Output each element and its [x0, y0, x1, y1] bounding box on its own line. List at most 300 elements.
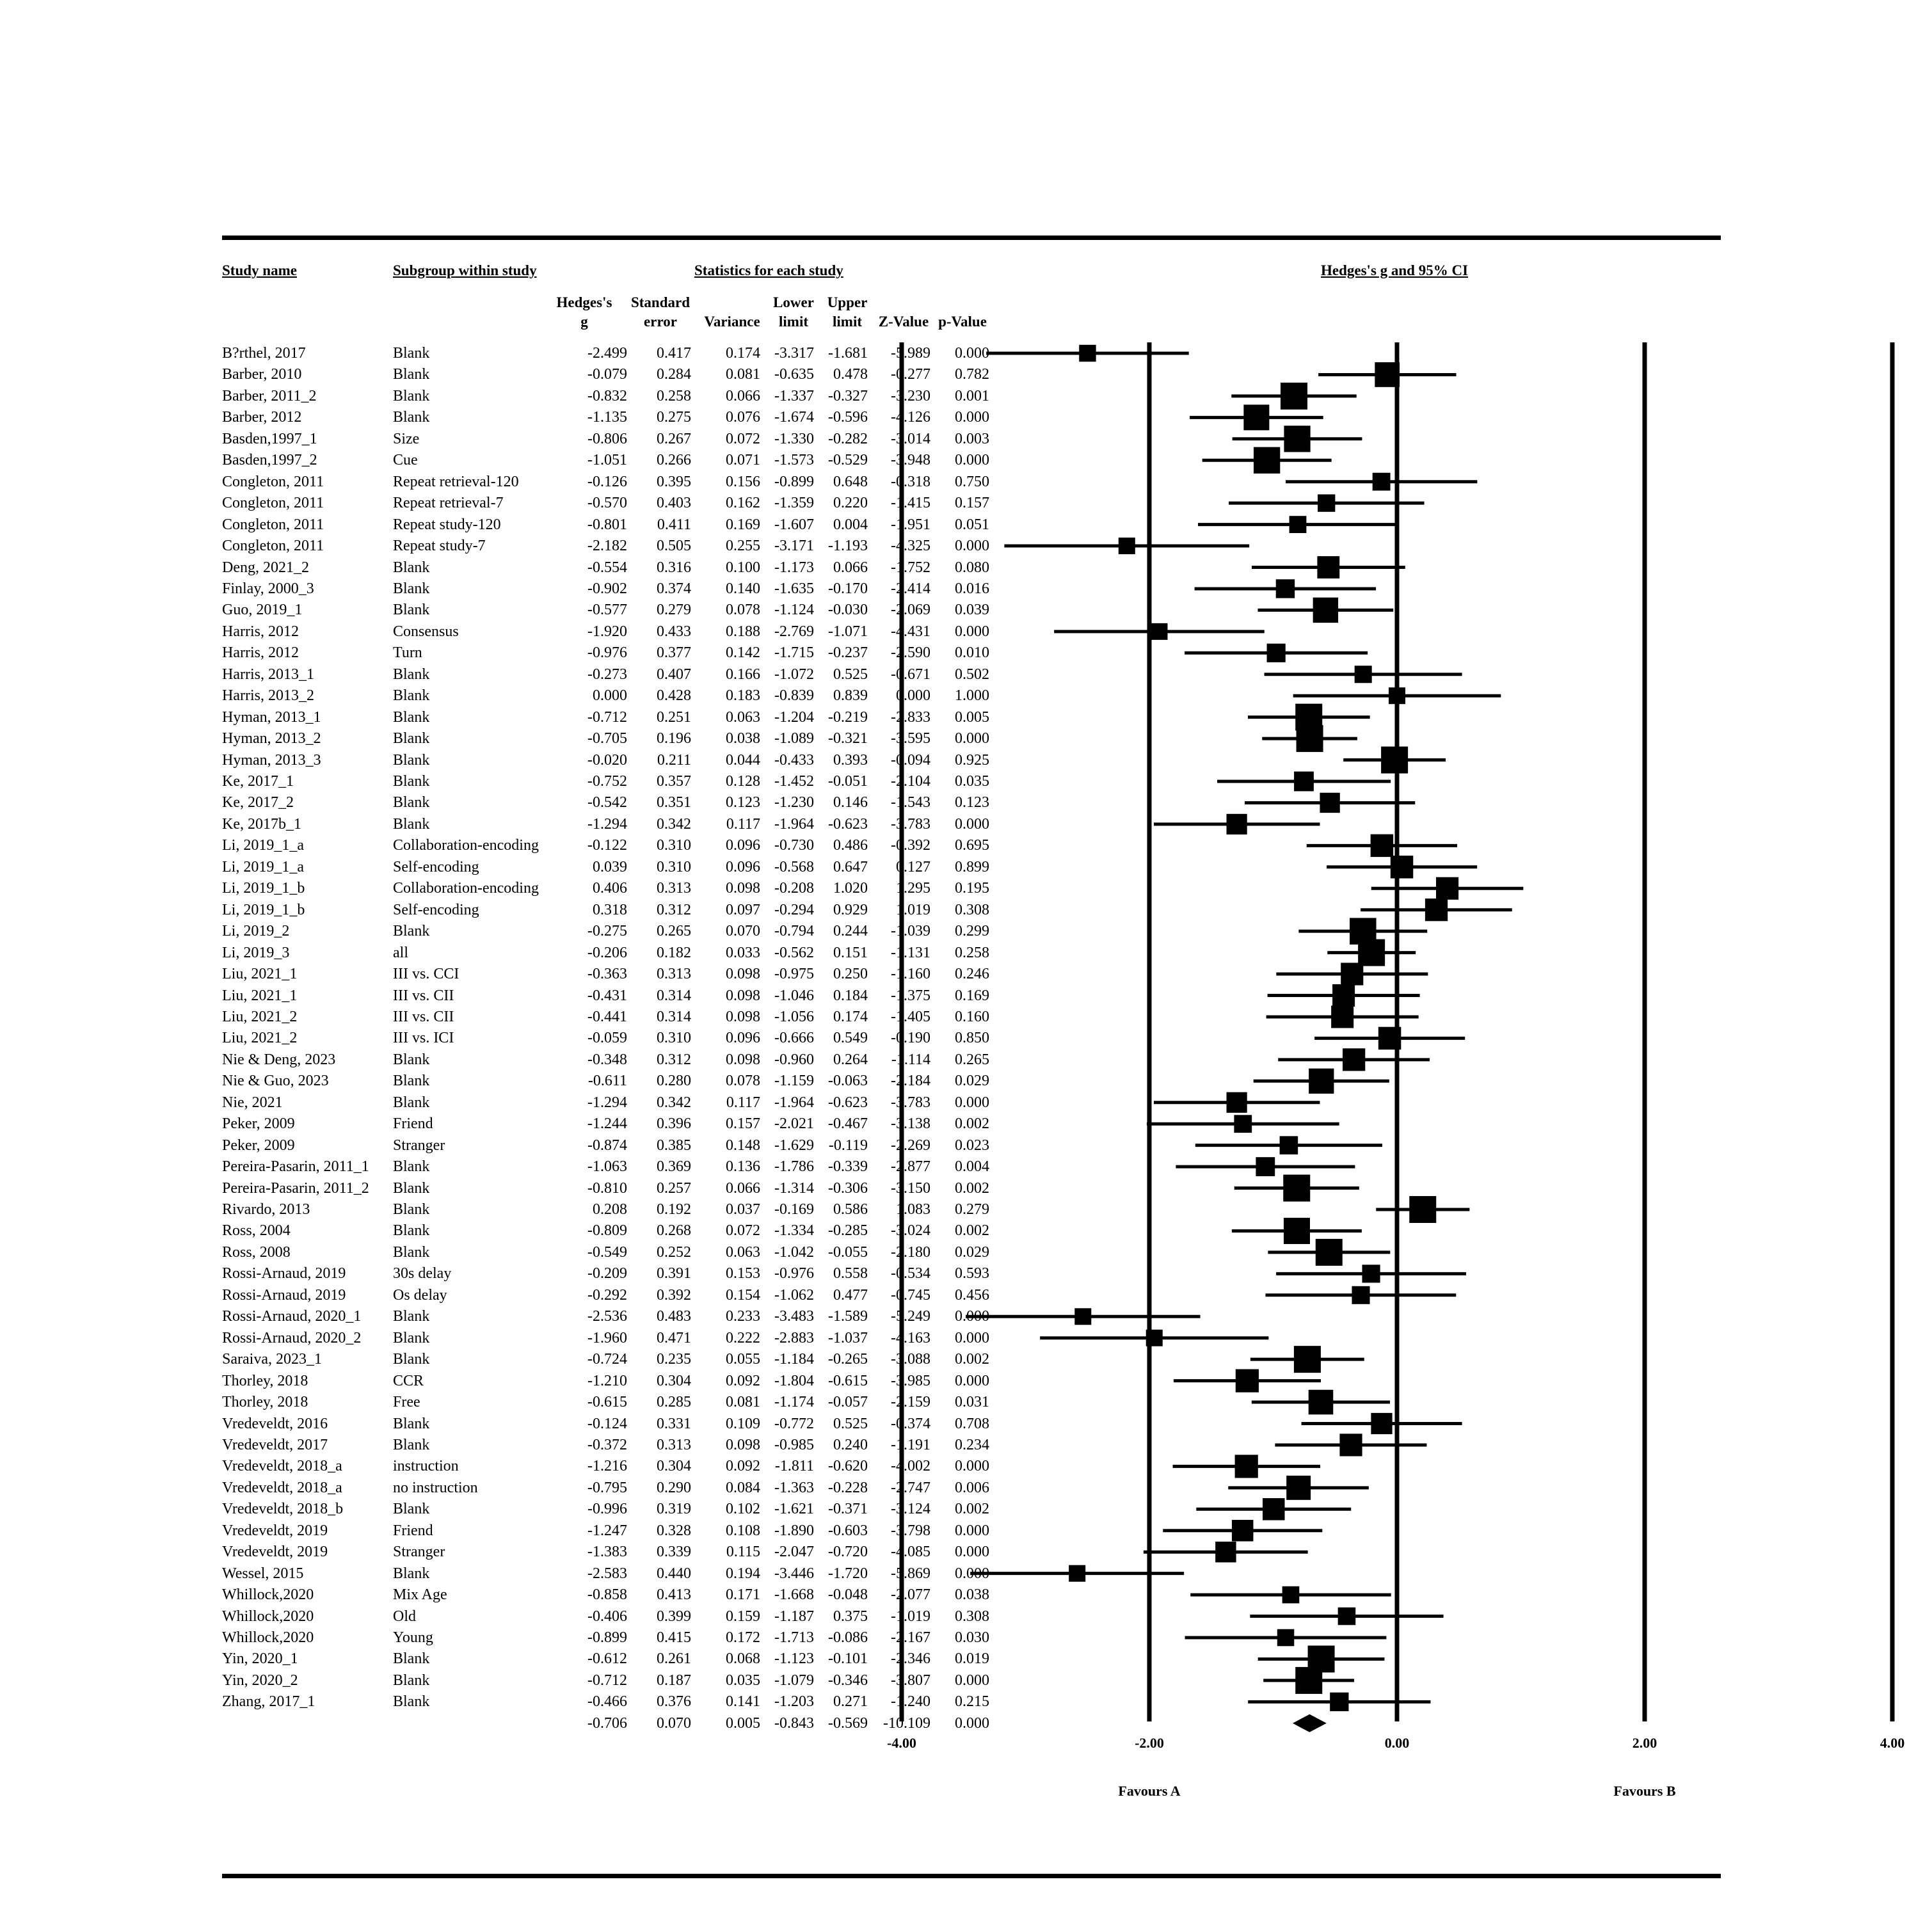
- study-name: Vredeveldt, 2017: [222, 1436, 328, 1453]
- cell-upper: -0.603: [828, 1522, 868, 1539]
- cell-se: 0.182: [657, 944, 691, 961]
- subgroup-name: Blank: [393, 751, 430, 769]
- cell-p: 0.000: [955, 1714, 989, 1732]
- cell-g: -0.712: [587, 1672, 627, 1689]
- cell-g: -0.712: [587, 708, 627, 726]
- study-name: Hyman, 2013_2: [222, 730, 321, 747]
- study-name: Hyman, 2013_3: [222, 751, 321, 769]
- cell-upper: 0.184: [833, 987, 868, 1004]
- cell-z: -1.405: [891, 1008, 930, 1025]
- effect-box: [1267, 644, 1286, 662]
- cell-lower: -1.804: [774, 1372, 814, 1389]
- cell-p: 0.000: [955, 345, 989, 362]
- cell-z: -2.104: [891, 773, 930, 790]
- col-header-z-value: Z-Value: [878, 314, 929, 330]
- cell-var: 0.066: [726, 387, 760, 404]
- study-name: Ke, 2017_2: [222, 794, 294, 811]
- cell-var: 0.222: [726, 1329, 760, 1346]
- study-name: Thorley, 2018: [222, 1394, 308, 1411]
- subgroup-name: Collaboration-encoding: [393, 837, 539, 854]
- subgroup-name: Blank: [393, 1650, 430, 1668]
- cell-p: 0.279: [955, 1201, 989, 1218]
- cell-se: 0.266: [657, 452, 691, 469]
- cell-p: 0.080: [955, 559, 989, 576]
- cell-se: 0.417: [657, 345, 691, 362]
- cell-g: -0.976: [587, 644, 627, 662]
- cell-z: -3.124: [891, 1501, 930, 1518]
- cell-g: -0.126: [587, 473, 627, 490]
- cell-var: 0.140: [726, 580, 760, 597]
- effect-box: [1289, 516, 1307, 533]
- study-name: Rossi-Arnaud, 2020_1: [222, 1308, 362, 1325]
- cell-lower: -3.171: [774, 538, 814, 555]
- cell-se: 0.313: [657, 966, 691, 983]
- cell-z: -2.180: [891, 1243, 930, 1261]
- cell-se: 0.284: [657, 366, 691, 383]
- cell-var: 0.128: [726, 773, 760, 790]
- cell-se: 0.357: [657, 773, 691, 790]
- subgroup-name: Blank: [393, 1565, 430, 1582]
- study-name: Ross, 2008: [222, 1243, 291, 1261]
- study-name: Li, 2019_1_a: [222, 837, 304, 854]
- effect-box: [1352, 1286, 1369, 1304]
- effect-box: [1338, 1608, 1356, 1625]
- cell-g: -0.874: [587, 1137, 627, 1154]
- cell-lower: -1.811: [774, 1458, 814, 1475]
- study-name: Li, 2019_1_a: [222, 858, 304, 875]
- cell-se: 0.257: [657, 1179, 691, 1197]
- cell-se: 0.411: [657, 516, 691, 533]
- col-header-p-value: p-Value: [938, 314, 987, 330]
- subgroup-name: Blank: [393, 409, 430, 426]
- x-tick-label: -4.00: [887, 1735, 916, 1751]
- subgroup-name: Blank: [393, 687, 430, 705]
- subgroup-name: Blank: [393, 1672, 430, 1689]
- cell-g: -0.752: [587, 773, 627, 790]
- cell-lower: -0.985: [774, 1436, 814, 1453]
- favours-a-label: Favours A: [1118, 1783, 1181, 1799]
- cell-z: -2.069: [891, 602, 930, 619]
- cell-g: -0.059: [587, 1030, 627, 1047]
- x-tick-label: -2.00: [1135, 1735, 1164, 1751]
- cell-var: 0.154: [726, 1286, 760, 1304]
- cell-se: 0.433: [657, 623, 691, 640]
- study-name: Liu, 2021_1: [222, 987, 298, 1004]
- effect-box: [1284, 1218, 1310, 1244]
- cell-lower: -0.208: [774, 880, 814, 897]
- study-name: Liu, 2021_1: [222, 966, 298, 983]
- header-study-name: Study name: [222, 262, 297, 278]
- study-name: Li, 2019_2: [222, 923, 290, 940]
- cell-lower: -1.713: [774, 1629, 814, 1646]
- cell-var: 0.063: [726, 708, 760, 726]
- cell-p: 0.029: [955, 1243, 989, 1261]
- cell-upper: -1.193: [828, 538, 868, 555]
- study-name: Thorley, 2018: [222, 1372, 308, 1389]
- study-name: Basden,1997_1: [222, 430, 317, 447]
- cell-lower: -1.046: [774, 987, 814, 1004]
- cell-g: -2.583: [587, 1565, 627, 1582]
- study-name: Li, 2019_3: [222, 944, 290, 961]
- cell-g: -0.273: [587, 666, 627, 683]
- cell-upper: 0.558: [833, 1265, 868, 1282]
- cell-p: 0.001: [955, 387, 989, 404]
- cell-p: 0.234: [955, 1436, 989, 1453]
- cell-var: 0.071: [726, 452, 760, 469]
- subgroup-name: Blank: [393, 1693, 430, 1711]
- study-name: Li, 2019_1_b: [222, 901, 305, 918]
- effect-box: [1355, 666, 1372, 683]
- effect-box: [1339, 1433, 1362, 1456]
- cell-var: 0.005: [726, 1714, 760, 1732]
- cell-upper: -0.327: [828, 387, 868, 404]
- study-name: Congleton, 2011: [222, 495, 324, 512]
- cell-g: -0.431: [587, 987, 627, 1004]
- cell-upper: 1.020: [833, 880, 868, 897]
- study-name: Li, 2019_1_b: [222, 880, 305, 897]
- cell-var: 0.098: [726, 1008, 760, 1025]
- cell-se: 0.413: [657, 1586, 691, 1604]
- study-name: Hyman, 2013_1: [222, 708, 321, 726]
- effect-box: [1284, 426, 1310, 452]
- subgroup-name: III vs. CII: [393, 987, 454, 1004]
- cell-upper: -0.623: [828, 815, 868, 833]
- cell-z: -1.543: [891, 794, 930, 811]
- effect-box: [1283, 1175, 1310, 1202]
- cell-se: 0.331: [657, 1415, 691, 1432]
- study-name: Vredeveldt, 2016: [222, 1415, 328, 1432]
- cell-se: 0.328: [657, 1522, 691, 1539]
- cell-se: 0.258: [657, 387, 691, 404]
- cell-se: 0.235: [657, 1351, 691, 1368]
- study-name: Pereira-Pasarin, 2011_1: [222, 1158, 369, 1176]
- cell-lower: -1.359: [774, 495, 814, 512]
- cell-z: -2.747: [891, 1479, 930, 1496]
- effect-box: [1313, 598, 1338, 623]
- cell-var: 0.037: [726, 1201, 760, 1218]
- effect-box: [1409, 1196, 1436, 1223]
- cell-upper: -1.071: [828, 623, 868, 640]
- study-name: Ross, 2004: [222, 1222, 291, 1240]
- cell-lower: -1.635: [774, 580, 814, 597]
- subgroup-name: Blank: [393, 1329, 430, 1346]
- cell-lower: -1.230: [774, 794, 814, 811]
- cell-lower: -1.964: [774, 815, 814, 833]
- cell-z: -4.431: [891, 623, 930, 640]
- cell-se: 0.342: [657, 1094, 691, 1111]
- cell-z: 1.295: [896, 880, 930, 897]
- cell-se: 0.310: [657, 837, 691, 854]
- subgroup-name: Friend: [393, 1115, 433, 1133]
- cell-upper: 0.250: [833, 966, 868, 983]
- cell-lower: -1.786: [774, 1158, 814, 1176]
- study-name: Guo, 2019_1: [222, 602, 303, 619]
- cell-z: -3.595: [891, 730, 930, 747]
- effect-box: [1256, 1157, 1275, 1176]
- cell-z: -3.948: [891, 452, 930, 469]
- cell-z: -1.131: [891, 944, 930, 961]
- cell-g: -0.292: [587, 1286, 627, 1304]
- subgroup-name: no instruction: [393, 1479, 478, 1496]
- cell-lower: -1.184: [774, 1351, 814, 1368]
- cell-var: 0.148: [726, 1137, 760, 1154]
- cell-upper: -0.265: [828, 1351, 868, 1368]
- study-name: Rossi-Arnaud, 2020_2: [222, 1329, 362, 1346]
- cell-upper: 0.220: [833, 495, 868, 512]
- cell-z: -3.985: [891, 1372, 930, 1389]
- cell-upper: -0.720: [828, 1544, 868, 1561]
- cell-z: -2.159: [891, 1394, 930, 1411]
- cell-var: 0.096: [726, 837, 760, 854]
- cell-p: 0.002: [955, 1351, 989, 1368]
- cell-lower: -2.883: [774, 1329, 814, 1346]
- cell-g: -0.615: [587, 1394, 627, 1411]
- cell-g: -0.079: [587, 366, 627, 383]
- cell-upper: 0.151: [833, 944, 868, 961]
- subgroup-name: Blank: [393, 1351, 430, 1368]
- cell-upper: -0.623: [828, 1094, 868, 1111]
- effect-box: [1425, 898, 1448, 921]
- cell-lower: -0.975: [774, 966, 814, 983]
- cell-var: 0.081: [726, 366, 760, 383]
- study-name: Wessel, 2015: [222, 1565, 304, 1582]
- study-name: Saraiva, 2023_1: [222, 1351, 322, 1368]
- cell-upper: -0.596: [828, 409, 868, 426]
- header-forest-plot: Hedges's g and 95% CI: [1321, 262, 1469, 278]
- cell-p: 0.160: [955, 1008, 989, 1025]
- cell-var: 0.117: [726, 815, 760, 833]
- cell-upper: -0.529: [828, 452, 868, 469]
- cell-upper: 0.525: [833, 1415, 868, 1432]
- cell-lower: -1.573: [774, 452, 814, 469]
- cell-p: 0.000: [955, 623, 989, 640]
- subgroup-name: all: [393, 944, 408, 961]
- cell-se: 0.290: [657, 1479, 691, 1496]
- cell-se: 0.392: [657, 1286, 691, 1304]
- effect-box: [1309, 1069, 1334, 1094]
- cell-g: -1.135: [587, 409, 627, 426]
- cell-upper: -0.371: [828, 1501, 868, 1518]
- cell-lower: -1.330: [774, 430, 814, 447]
- effect-box: [1294, 772, 1314, 792]
- cell-var: 0.092: [726, 1458, 760, 1475]
- cell-g: -2.536: [587, 1308, 627, 1325]
- cell-g: -1.051: [587, 452, 627, 469]
- cell-upper: 0.929: [833, 901, 868, 918]
- cell-p: 0.000: [955, 1094, 989, 1111]
- cell-z: -0.318: [891, 473, 930, 490]
- subgroup-name: III vs. ICI: [393, 1030, 454, 1047]
- cell-z: -5.989: [891, 345, 930, 362]
- cell-z: -5.249: [891, 1308, 930, 1325]
- cell-p: 0.456: [955, 1286, 989, 1304]
- cell-var: 0.066: [726, 1179, 760, 1197]
- cell-g: -1.063: [587, 1158, 627, 1176]
- cell-g: -0.124: [587, 1415, 627, 1432]
- cell-upper: 0.066: [833, 559, 868, 576]
- cell-g: 0.406: [593, 880, 627, 897]
- cell-g: -0.611: [587, 1073, 627, 1090]
- cell-var: 0.136: [726, 1158, 760, 1176]
- x-tick-label: 0.00: [1384, 1735, 1410, 1751]
- cell-upper: -0.119: [828, 1137, 868, 1154]
- study-name: Vredeveldt, 2019: [222, 1522, 328, 1539]
- cell-g: -1.216: [587, 1458, 627, 1475]
- subgroup-name: instruction: [393, 1458, 459, 1475]
- cell-g: -0.810: [587, 1179, 627, 1197]
- cell-p: 0.016: [955, 580, 989, 597]
- cell-g: -0.363: [587, 966, 627, 983]
- subgroup-name: Blank: [393, 1158, 430, 1176]
- cell-var: 0.169: [726, 516, 760, 533]
- col-header-standard-error: Standard error: [630, 294, 691, 330]
- study-name: Vredeveldt, 2018_a: [222, 1479, 342, 1496]
- cell-z: -4.126: [891, 409, 930, 426]
- cell-var: 0.098: [726, 1051, 760, 1068]
- cell-lower: -1.056: [774, 1008, 814, 1025]
- cell-p: 0.899: [955, 858, 989, 875]
- cell-p: 0.031: [955, 1394, 989, 1411]
- cell-var: 0.255: [726, 538, 760, 555]
- cell-z: -3.088: [891, 1351, 930, 1368]
- cell-se: 0.339: [657, 1544, 691, 1561]
- cell-se: 0.391: [657, 1265, 691, 1282]
- subgroup-name: Repeat retrieval-120: [393, 473, 519, 490]
- cell-var: 0.033: [726, 944, 760, 961]
- cell-lower: -3.446: [774, 1565, 814, 1582]
- study-name: Rossi-Arnaud, 2019: [222, 1265, 346, 1282]
- cell-se: 0.211: [657, 751, 691, 769]
- study-name: Deng, 2021_2: [222, 559, 309, 576]
- subgroup-name: Blank: [393, 1308, 430, 1325]
- cell-se: 0.396: [657, 1115, 691, 1133]
- effect-box: [1295, 1667, 1322, 1694]
- cell-z: -3.807: [891, 1672, 930, 1689]
- study-name: Barber, 2011_2: [222, 387, 317, 404]
- cell-se: 0.407: [657, 666, 691, 683]
- cell-se: 0.342: [657, 815, 691, 833]
- cell-var: 0.098: [726, 987, 760, 1004]
- study-name: Nie & Deng, 2023: [222, 1051, 336, 1068]
- cell-lower: -1.203: [774, 1693, 814, 1711]
- effect-box: [1375, 362, 1400, 387]
- cell-g: 0.208: [593, 1201, 627, 1218]
- cell-var: 0.141: [726, 1693, 760, 1711]
- subgroup-name: Young: [393, 1629, 433, 1646]
- study-name: Basden,1997_2: [222, 452, 317, 469]
- cell-g: -1.244: [587, 1115, 627, 1133]
- cell-var: 0.166: [726, 666, 760, 683]
- study-name: Barber, 2012: [222, 409, 302, 426]
- cell-var: 0.076: [726, 409, 760, 426]
- x-tick-label: 2.00: [1632, 1735, 1657, 1751]
- cell-var: 0.098: [726, 880, 760, 897]
- subgroup-name: Consensus: [393, 623, 459, 640]
- cell-lower: -1.890: [774, 1522, 814, 1539]
- cell-se: 0.310: [657, 858, 691, 875]
- cell-se: 0.312: [657, 901, 691, 918]
- effect-box: [1309, 1390, 1334, 1415]
- cell-var: 0.109: [726, 1415, 760, 1432]
- subgroup-name: Blank: [393, 345, 430, 362]
- cell-p: 0.308: [955, 1608, 989, 1625]
- cell-p: 0.029: [955, 1073, 989, 1090]
- subgroup-name: Friend: [393, 1522, 433, 1539]
- effect-box: [1436, 877, 1458, 900]
- cell-upper: 0.146: [833, 794, 868, 811]
- subgroup-name: Blank: [393, 1094, 430, 1111]
- cell-lower: -0.568: [774, 858, 814, 875]
- cell-g: -1.294: [587, 1094, 627, 1111]
- cell-g: -0.348: [587, 1051, 627, 1068]
- cell-var: 0.072: [726, 1222, 760, 1240]
- cell-z: 0.000: [896, 687, 930, 705]
- cell-upper: 0.648: [833, 473, 868, 490]
- effect-box: [1330, 1693, 1348, 1711]
- cell-z: -1.019: [891, 1608, 930, 1625]
- cell-p: 0.006: [955, 1479, 989, 1496]
- cell-z: -2.346: [891, 1650, 930, 1668]
- cell-g: -0.809: [587, 1222, 627, 1240]
- cell-se: 0.385: [657, 1137, 691, 1154]
- cell-lower: -1.204: [774, 708, 814, 726]
- cell-p: 0.003: [955, 430, 989, 447]
- cell-lower: -1.674: [774, 409, 814, 426]
- subgroup-name: Blank: [393, 602, 430, 619]
- effect-box: [1146, 1330, 1163, 1346]
- effect-box: [1254, 447, 1280, 474]
- effect-box: [1381, 747, 1408, 774]
- cell-lower: -1.079: [774, 1672, 814, 1689]
- cell-g: -0.724: [587, 1351, 627, 1368]
- cell-upper: -0.228: [828, 1479, 868, 1496]
- cell-p: 0.051: [955, 516, 989, 533]
- cell-upper: 0.244: [833, 923, 868, 940]
- subgroup-name: Blank: [393, 1201, 430, 1218]
- cell-se: 0.187: [657, 1672, 691, 1689]
- cell-upper: 0.174: [833, 1008, 868, 1025]
- subgroup-name: Repeat retrieval-7: [393, 495, 504, 512]
- effect-box: [1227, 1092, 1247, 1113]
- subgroup-name: Blank: [393, 1436, 430, 1453]
- effect-box: [1286, 1476, 1311, 1500]
- subgroup-name: Blank: [393, 1501, 430, 1518]
- cell-var: 0.081: [726, 1394, 760, 1411]
- cell-upper: 0.004: [833, 516, 868, 533]
- study-name: Liu, 2021_2: [222, 1008, 298, 1025]
- cell-se: 0.316: [657, 559, 691, 576]
- cell-var: 0.115: [726, 1544, 760, 1561]
- cell-lower: -1.159: [774, 1073, 814, 1090]
- study-name: B?rthel, 2017: [222, 345, 306, 362]
- cell-var: 0.117: [726, 1094, 760, 1111]
- cell-z: -5.869: [891, 1565, 930, 1582]
- cell-var: 0.153: [726, 1265, 760, 1282]
- cell-var: 0.156: [726, 473, 760, 490]
- cell-z: -1.240: [891, 1693, 930, 1711]
- effect-box: [1343, 1048, 1365, 1071]
- cell-se: 0.304: [657, 1372, 691, 1389]
- cell-g: -0.206: [587, 944, 627, 961]
- cell-se: 0.304: [657, 1458, 691, 1475]
- col-header-hedges-g: Hedges's g: [556, 294, 612, 330]
- cell-p: 0.157: [955, 495, 989, 512]
- cell-upper: 0.525: [833, 666, 868, 683]
- cell-lower: -2.769: [774, 623, 814, 640]
- study-name: Nie & Guo, 2023: [222, 1073, 329, 1090]
- cell-var: 0.098: [726, 966, 760, 983]
- cell-p: 0.010: [955, 644, 989, 662]
